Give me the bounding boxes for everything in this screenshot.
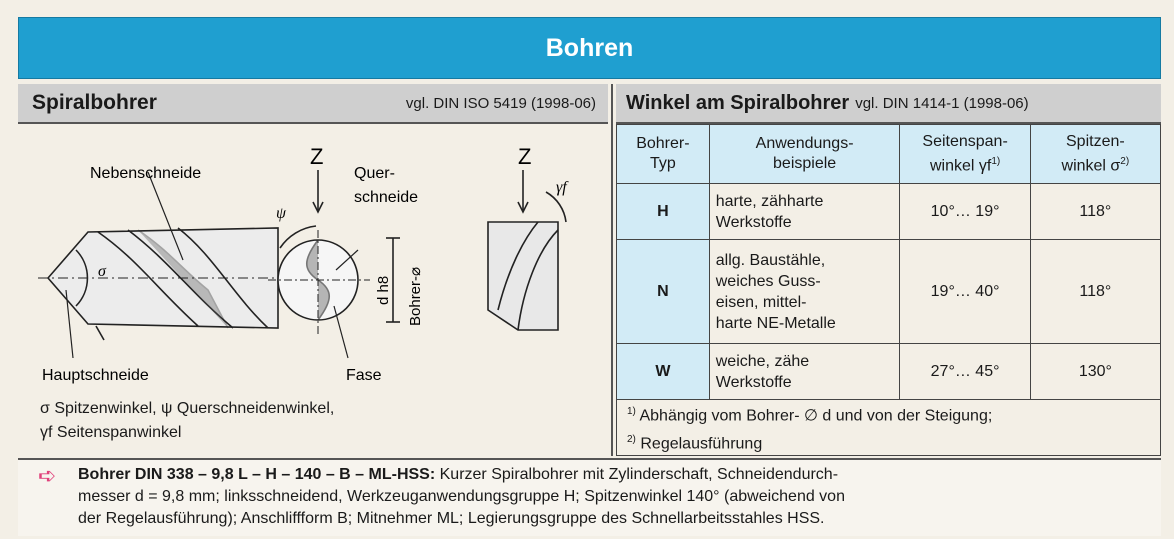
spiralbohrer-figure — [18, 130, 610, 395]
row-typ: H — [617, 184, 710, 240]
legend-line-2: γf Seitenspanwinkel — [40, 424, 182, 441]
row-seitenspanwinkel: 19°… 40° — [900, 240, 1030, 344]
spiralbohrer-header — [18, 84, 608, 124]
example-line-3: der Regelausführung); Anschliffform B; Mitnehmer ML; Legierungsgruppe des Schnellarbeitsstahles HSS. — [78, 510, 825, 527]
table-header-row — [617, 125, 1161, 184]
footnote-2: $^{2)}$ Regelausführung — [627, 434, 763, 453]
table-row — [617, 184, 1161, 240]
label-fase: Fase — [346, 367, 382, 384]
header-seitenspanwinkel: Seitenspan- winkel $\gamma f^{1)}$ — [900, 125, 1030, 184]
label-hauptschneide: Hauptschneide — [42, 367, 149, 384]
winkel-title: Winkel am Spiralbohrer — [626, 91, 850, 114]
page-banner — [18, 17, 1161, 79]
label-gammaf: γf — [556, 179, 567, 196]
example-designation — [18, 458, 1161, 536]
winkel-header — [616, 84, 1161, 124]
label-quer1: Quer- — [354, 165, 395, 182]
label-dh8: d h8 — [375, 275, 392, 305]
label-bohrer-diameter: Bohrer-⌀ — [407, 266, 424, 326]
row-spitzenwinkel: 118° — [1030, 240, 1160, 344]
row-anwendung: allg. Baustähle, weiches Guss- eisen, mittel- harte NE-Metalle — [709, 240, 900, 344]
row-typ: N — [617, 240, 710, 344]
label-quer2: schneide — [354, 189, 419, 206]
row-seitenspanwinkel: 10°… 19° — [900, 184, 1030, 240]
table-row — [617, 344, 1161, 400]
column-divider — [611, 84, 613, 456]
row-anwendung: harte, zähharte Werkstoffe — [709, 184, 900, 240]
row-spitzenwinkel: 130° — [1030, 344, 1160, 400]
winkel-table — [616, 124, 1161, 400]
spiralbohrer-title: Spiralbohrer — [32, 91, 157, 114]
label-psi: ψ — [276, 205, 286, 222]
table-row — [617, 240, 1161, 344]
label-z-sideview: Z — [518, 144, 532, 169]
label-z-endview: Z — [310, 144, 324, 169]
banner-title: Bohren — [545, 33, 634, 62]
label-nebenschneide: Nebenschneide — [90, 165, 202, 182]
header-anwendungsbeispiele: Anwendungs- beispiele — [709, 125, 900, 184]
example-bold: Bohrer DIN 338 – 9,8 L – H – 140 – B – ML-HSS: — [78, 466, 436, 483]
header-bohrer-typ: Bohrer- Typ — [617, 125, 710, 184]
label-sigma: σ — [98, 263, 106, 280]
footnote-1: $^{1)}$ Abhängig vom Bohrer- ∅ d und von der Steigung; — [627, 406, 993, 425]
example-line-2: messer d = 9,8 mm; linksschneidend, Werkzeuganwendungsgruppe H; Spitzenwinkel 140° (abweichend von — [78, 488, 845, 505]
row-spitzenwinkel: 118° — [1030, 184, 1160, 240]
header-spitzenwinkel: Spitzen- winkel $\sigma^{2)}$ — [1030, 125, 1160, 184]
spiralbohrer-reference: vgl. DIN ISO 5419 (1998-06) — [405, 94, 596, 112]
winkel-reference: vgl. DIN 1414-1 (1998-06) — [855, 94, 1029, 112]
row-anwendung: weiche, zähe Werkstoffe — [709, 344, 900, 400]
row-typ: W — [617, 344, 710, 400]
arrow-icon: ➪ — [38, 463, 57, 488]
legend-line-1: σ Spitzenwinkel, ψ Querschneidenwinkel, — [40, 400, 335, 417]
example-line-1: Bohrer DIN 338 – 9,8 L – H – 140 – B – ML-HSS: Kurzer Spiralbohrer mit Zylinderschaft, Schneidendurch- — [78, 466, 839, 483]
table-footnotes — [616, 396, 1161, 456]
row-seitenspanwinkel: 27°… 45° — [900, 344, 1030, 400]
